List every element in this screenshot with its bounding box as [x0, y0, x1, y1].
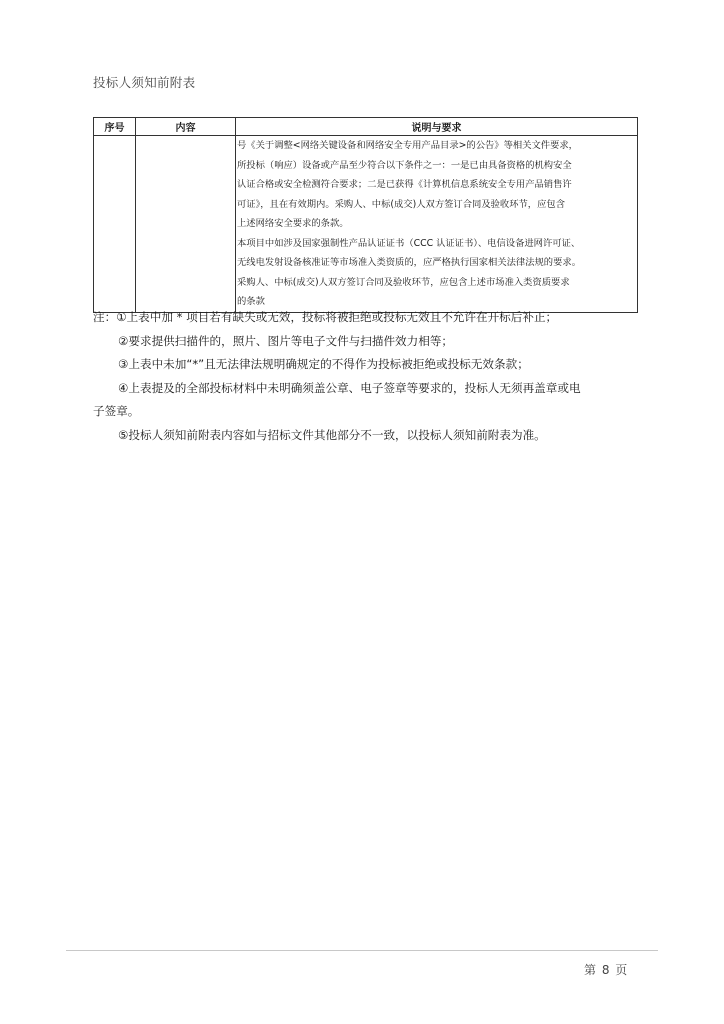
- note-line-4: ④上表提及的全部投标材料中未明确须盖公章、电子签章等要求的，投标人无须再盖章或电: [118, 380, 581, 395]
- note-line-2: ②要求提供扫描件的，照片、图片等电子文件与扫描件效力相等；: [118, 333, 454, 348]
- table-row: [94, 136, 638, 313]
- description-line: 号《关于调整<网络关键设备和网络安全专用产品目录>的公告》等相关文件要求，: [237, 140, 578, 151]
- description-line: 上述网络安全要求的条款。: [237, 218, 349, 229]
- note-line-4-continued: 子签章。: [93, 404, 140, 418]
- cell-content: [136, 136, 236, 313]
- notes-section: [93, 306, 638, 447]
- footer-divider: [66, 950, 658, 951]
- requirements-table: [93, 117, 638, 313]
- description-line: 认证合格或安全检测符合要求；二是已获得《计算机信息系统安全专用产品销售许: [237, 179, 572, 190]
- description-line: 本项目中如涉及国家强制性产品认证证书（CCC 认证证书）、电信设备进网许可证、: [237, 237, 581, 249]
- column-header-seq: 序号: [94, 118, 136, 136]
- note-line-5: ⑤投标人须知前附表内容如与招标文件其他部分不一致，以投标人须知前附表为准。: [118, 427, 546, 442]
- cell-description: [236, 136, 638, 313]
- description-line: 的条款: [237, 296, 265, 307]
- cell-seq: [94, 136, 136, 313]
- document-header-title: 投标人须知前附表: [93, 75, 196, 90]
- note-line-1: 注：①上表中加 * 项目若有缺失或无效，投标将被拒绝或投标无效且不允许在开标后补正；: [93, 310, 558, 324]
- description-line: 可证》，且在有效期内。采购人、中标(成交)人双方签订合同及验收环节，应包含: [237, 198, 565, 210]
- page-number: 第 8 页: [584, 963, 629, 977]
- table-header-row: [94, 118, 638, 136]
- note-line-3: ③上表中未加“*”且无法律法规明确规定的不得作为投标被拒绝或投标无效条款；: [118, 357, 529, 371]
- description-line: 采购人、中标(成交)人双方签订合同及验收环节，应包含上述市场准入类资质要求: [237, 276, 570, 288]
- column-header-description: 说明与要求: [236, 118, 638, 136]
- column-header-content: 内容: [136, 118, 236, 136]
- description-line: 无线电发射设备核准证等市场准入类资质的，应严格执行国家相关法律法规的要求。: [237, 257, 581, 268]
- description-line: 所投标（响应）设备或产品至少符合以下条件之一：一是已由具备资格的机构安全: [237, 159, 572, 171]
